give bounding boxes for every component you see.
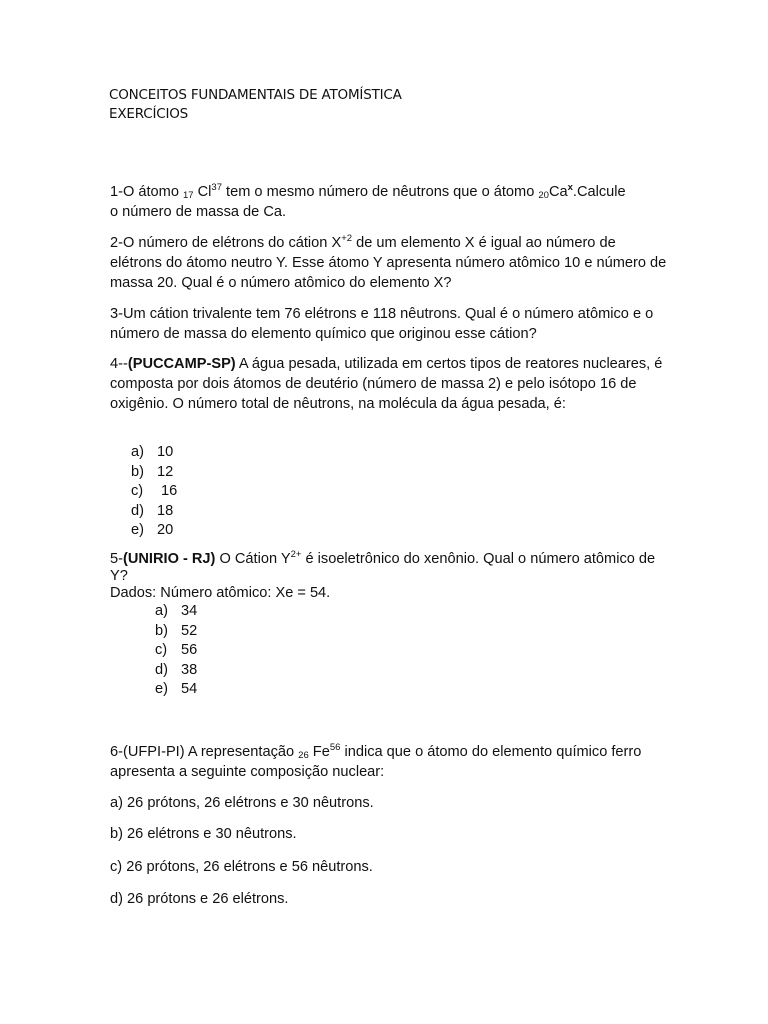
- question-1-line-1: 1-O átomo $_{17}$ Cl$^{37}$ tem o mesmo número de nêutrons que o átomo $_{20}Ca^x.Calcule$: [110, 182, 626, 201]
- option-item: d) 18: [131, 502, 174, 519]
- option-item: a) 34: [155, 603, 198, 619]
- option-item: b) 12: [131, 463, 174, 480]
- question-1: [110, 182, 670, 222]
- question-6-text: 6-(UFPI-PI) A representação $_{26}$ Fe$^{56}$ indica que o átomo do elemento químico ferro apresenta a seguinte composição nuclear:: [110, 742, 642, 780]
- question-6-option-d: d) 26 prótons e 26 elétrons.: [110, 891, 289, 907]
- mass-number-fe: 56: [329, 742, 341, 753]
- question-2-text: 2-O número de elétrons do cátion $X^{+2}$ de um elemento X é igual ao número de elétrons do átomo neutro Y. Esse átomo Y apresenta número atômico 10 e número de massa 20. Qual é o número atômico do elemento X?: [110, 233, 667, 291]
- question-4-options: [131, 443, 691, 541]
- question-5: [110, 551, 670, 602]
- question-5-source: (UNIRIO - RJ): [122, 551, 216, 567]
- option-item: e) 54: [155, 681, 198, 697]
- option-item: b) 52: [155, 622, 198, 639]
- option-item: c) 16: [131, 483, 178, 499]
- option-item: c) 56: [155, 642, 198, 658]
- question-5-data: Dados: Número atômico: Xe = 54.: [110, 585, 331, 601]
- question-1-line-2: o número de massa de Ca.: [110, 204, 287, 220]
- option-item: a) 10: [131, 444, 174, 460]
- cation-charge: 2+: [290, 549, 302, 560]
- question-2: [110, 233, 670, 293]
- atomic-number-cl: 17: [183, 190, 194, 201]
- heading-subtitle: EXERCÍCIOS: [109, 106, 189, 122]
- atomic-number-fe: 26: [298, 750, 309, 761]
- cation-charge: +2: [341, 233, 353, 244]
- document-heading: [109, 86, 402, 124]
- question-5-text: 5-(UNIRIO - RJ) O Cátion $Y^{2+}$ é isoeletrônico do xenônio. Qual o número atômico de Y?: [110, 549, 656, 584]
- question-6-option-b: b) 26 elétrons e 30 nêutrons.: [110, 826, 297, 842]
- heading-title: CONCEITOS FUNDAMENTAIS DE ATOMÍSTICA: [109, 87, 402, 103]
- mass-number-ca: x: [567, 182, 573, 193]
- question-4-source: (PUCCAMP-SP): [127, 356, 236, 372]
- question-6: [110, 742, 670, 782]
- question-3: [110, 304, 670, 344]
- question-5-options: [155, 602, 715, 700]
- question-4: [110, 354, 670, 414]
- mass-number-cl: 37: [211, 182, 222, 193]
- question-3-text: 3-Um cátion trivalente tem 76 elétrons e 118 nêutrons. Qual é o número atômico e o número de massa do elemento químico que originou esse cátion?: [110, 306, 654, 342]
- question-6-option-c: c) 26 prótons, 26 elétrons e 56 nêutrons.: [110, 859, 373, 875]
- question-4-text: 4--(PUCCAMP-SP) A água pesada, utilizada em certos tipos de reatores nucleares, é composta por dois átomos de deutério (número de massa 2) e pelo isótopo 16 de oxigênio. O número total de nêutrons, na molécula da água pesada, é:: [110, 356, 663, 412]
- option-item: e) 20: [131, 522, 174, 538]
- question-6-option-a: a) 26 prótons, 26 elétrons e 30 nêutrons.: [110, 795, 374, 811]
- atomic-number-ca: 20: [538, 190, 549, 201]
- option-item: d) 38: [155, 661, 198, 678]
